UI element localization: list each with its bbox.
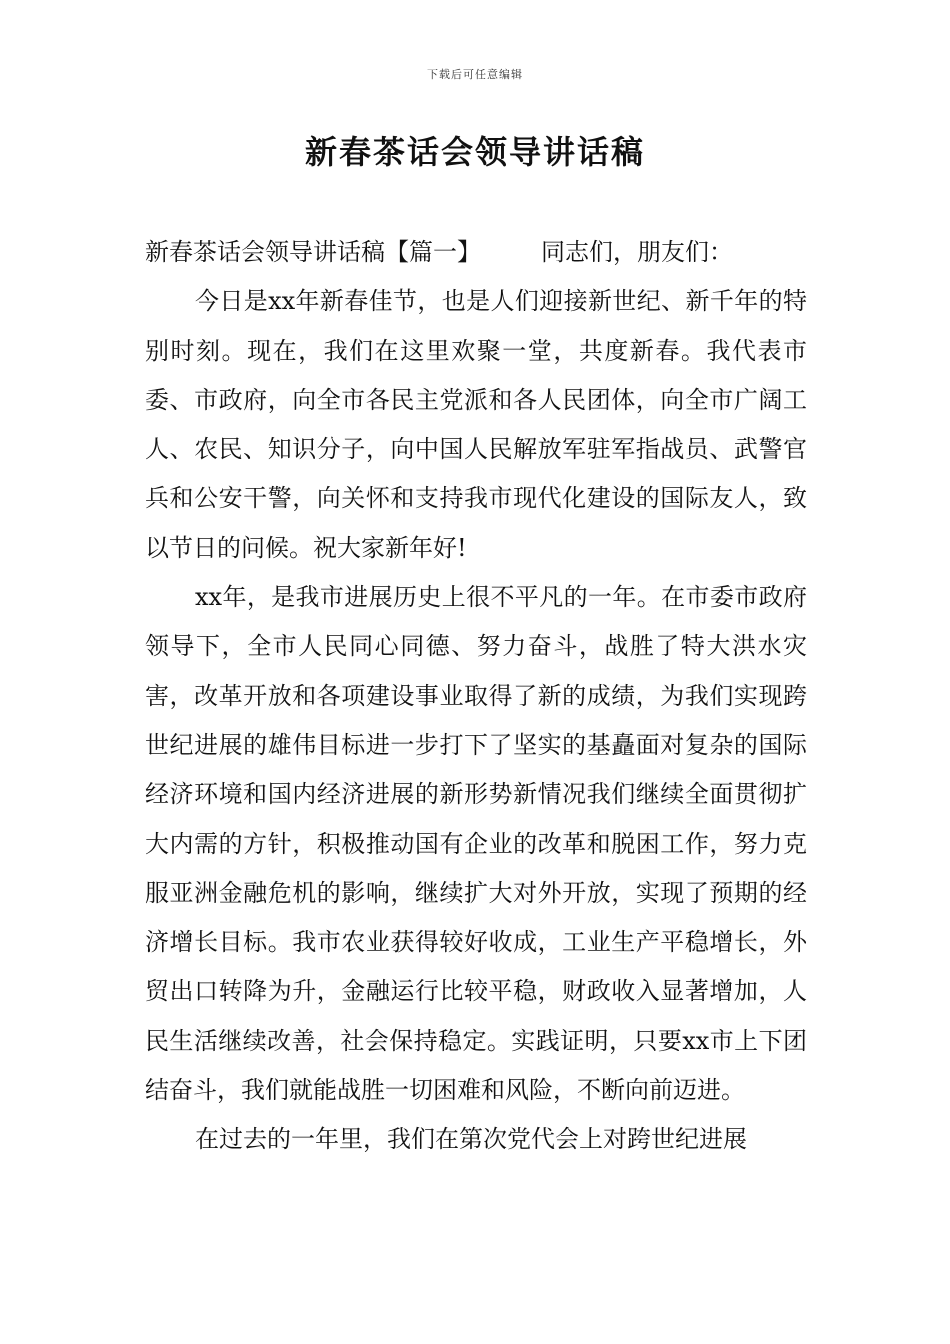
document-body [145, 228, 807, 1165]
paragraph-2: xx年，是我市进展历史上很不平凡的一年。在市委市政府领导下，全市人民同心同德、努力奋斗，战胜了特大洪水灾害，改革开放和各项建设事业取得了新的成绩，为我们实现跨世纪进展的雄伟目标进一步打下了坚实的基矗面对复杂的国际经济环境和国内经济进展的新形势新情况我们继续全面贯彻扩大内需的方针，积极推动国有企业的改革和脱困工作，努力克服亚洲金融危机的影响，继续扩大对外开放，实现了预期的经济增长目标。我市农业获得较好收成，工业生产平稳增长，外贸出口转降为升，金融运行比较平稳，财政收入显著增加，人民生活继续改善，社会保持稳定。实践证明，只要xx市上下团结奋斗，我们就能战胜一切困难和风险，不断向前迈进。 [145, 583, 807, 1105]
header-note: 下载后可任意编辑 [427, 68, 523, 81]
section-label: 新春茶话会领导讲话稿【篇一】 [145, 238, 481, 266]
greeting: 同志们，朋友们： [541, 238, 733, 266]
intro-line [145, 228, 807, 277]
paragraph-1: 今日是xx年新春佳节，也是人们迎接新世纪、新千年的特别时刻。现在，我们在这里欢聚一堂，共度新春。我代表市委、市政府，向全市各民主党派和各人民团体，向全市广阔工人、农民、知识分子，向中国人民解放军驻军指战员、武警官兵和公安干警，向关怀和支持我市现代化建设的国际友人，致以节日的问候。祝大家新年好! [145, 287, 807, 562]
document-title: 新春茶话会领导讲话稿 [304, 133, 645, 171]
paragraph-3: 在过去的一年里，我们在第次党代会上对跨世纪进展 [195, 1125, 747, 1154]
